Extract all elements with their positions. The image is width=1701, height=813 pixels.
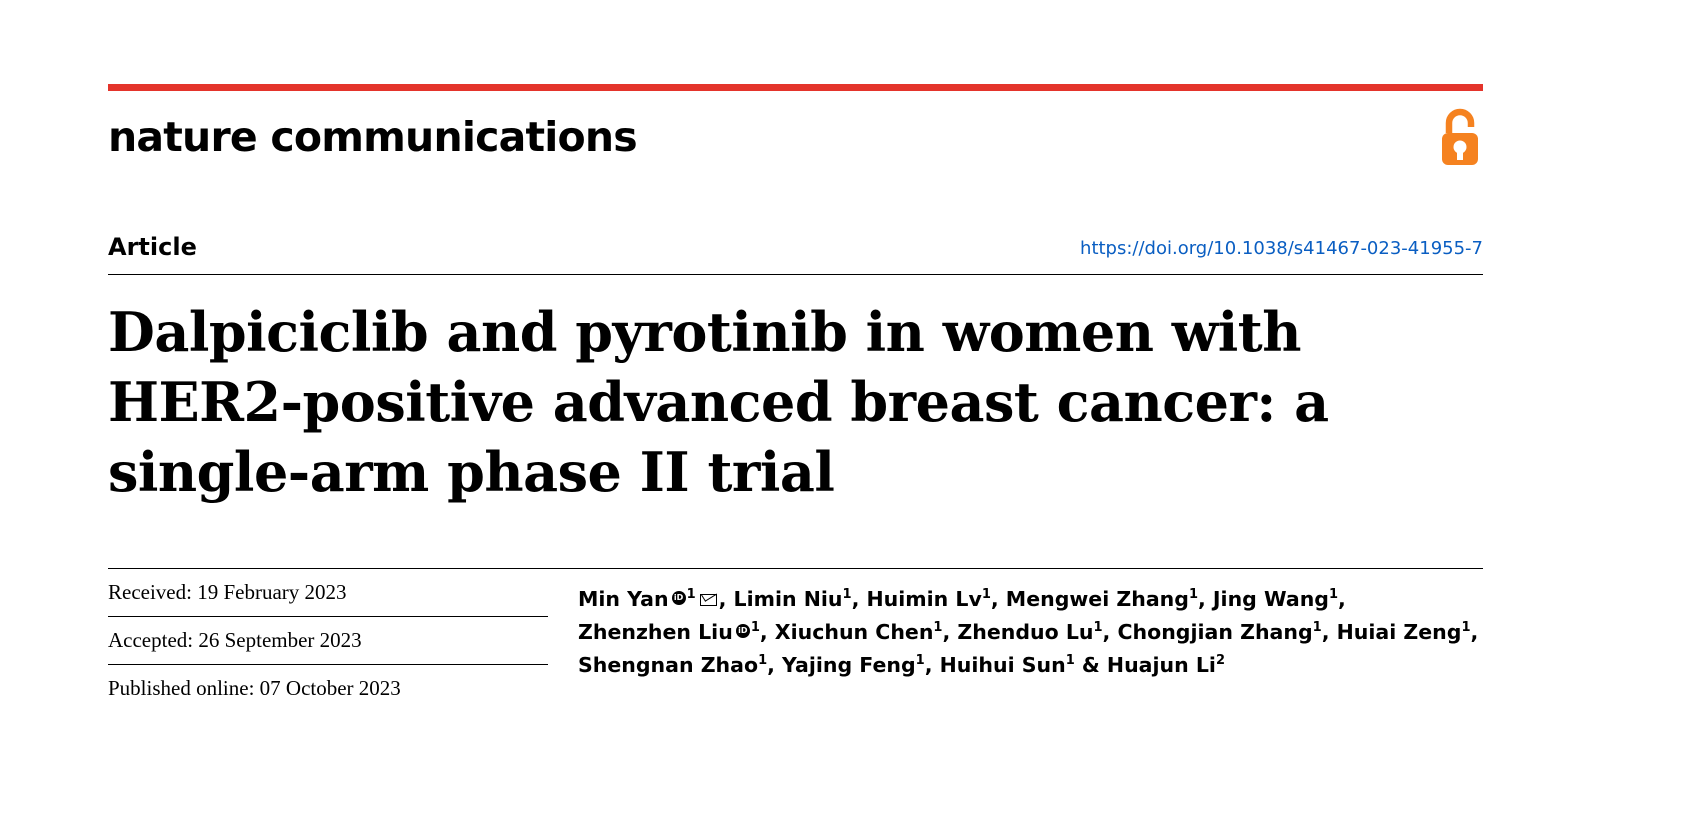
affiliation-marker: 1: [981, 586, 991, 602]
affiliation-marker: 1: [842, 586, 852, 602]
author-name[interactable]: , Huiai Zeng: [1321, 619, 1462, 644]
affiliation-marker: 2: [1215, 653, 1225, 669]
affiliation-marker: 1: [1461, 619, 1471, 635]
accepted-date: Accepted: 26 September 2023: [108, 617, 548, 665]
author-name[interactable]: Min Yan: [578, 586, 669, 611]
author-list: [548, 568, 1483, 712]
author-separator: ,: [1338, 586, 1346, 611]
article-doi-row: [108, 233, 1483, 275]
affiliation-marker: 1: [1093, 619, 1103, 635]
published-date: Published online: 07 October 2023: [108, 675, 401, 700]
author-name[interactable]: & Huajun Li: [1074, 652, 1216, 677]
received-date: Received: 19 February 2023: [108, 569, 548, 617]
open-access-lock-icon: [1437, 105, 1483, 167]
author-name[interactable]: , Xiuchun Chen: [759, 619, 934, 644]
author-name[interactable]: Zhenzhen Liu: [578, 619, 733, 644]
author-name[interactable]: , Zhenduo Lu: [942, 619, 1094, 644]
affiliation-marker: 1: [1312, 619, 1322, 635]
author-name[interactable]: , Limin Niu: [718, 586, 843, 611]
page-content: [108, 0, 1483, 712]
metadata-section: [108, 568, 1483, 712]
affiliation-marker: 1: [1065, 653, 1075, 669]
affiliation-marker: 1: [686, 586, 696, 602]
page-title: Dalpiciclib and pyrotinib in women with HER2-positive advanced breast cancer: a single-arm phase II trial: [108, 300, 1329, 505]
orcid-icon[interactable]: [672, 591, 686, 605]
affiliation-marker: 1: [750, 619, 760, 635]
author-name[interactable]: , Huihui Sun: [924, 652, 1066, 677]
journal-title: nature communications: [108, 113, 637, 161]
author-separator: ,: [1470, 619, 1479, 644]
doi-link[interactable]: https://doi.org/10.1038/s41467-023-41955-7: [1080, 238, 1483, 259]
journal-masthead: [108, 109, 1483, 171]
author-name[interactable]: , Huimin Lv: [851, 586, 982, 611]
affiliation-marker: 1: [1188, 586, 1198, 602]
author-name[interactable]: , Yajing Feng: [767, 652, 916, 677]
author-name[interactable]: , Mengwei Zhang: [990, 586, 1189, 611]
author-name[interactable]: , Jing Wang: [1198, 586, 1329, 611]
article-type-label: Article: [108, 233, 197, 261]
affiliation-marker: 1: [915, 653, 925, 669]
corresponding-author-envelope-icon[interactable]: [700, 594, 717, 606]
author-name[interactable]: Shengnan Zhao: [578, 652, 759, 677]
publication-dates: [108, 568, 548, 712]
author-name[interactable]: , Chongjian Zhang: [1102, 619, 1313, 644]
affiliation-marker: 1: [758, 653, 768, 669]
top-red-rule: [108, 84, 1483, 91]
orcid-icon[interactable]: [736, 624, 750, 638]
authors-text: [578, 583, 1483, 683]
affiliation-marker: 1: [933, 619, 943, 635]
affiliation-marker: 1: [1328, 586, 1339, 602]
